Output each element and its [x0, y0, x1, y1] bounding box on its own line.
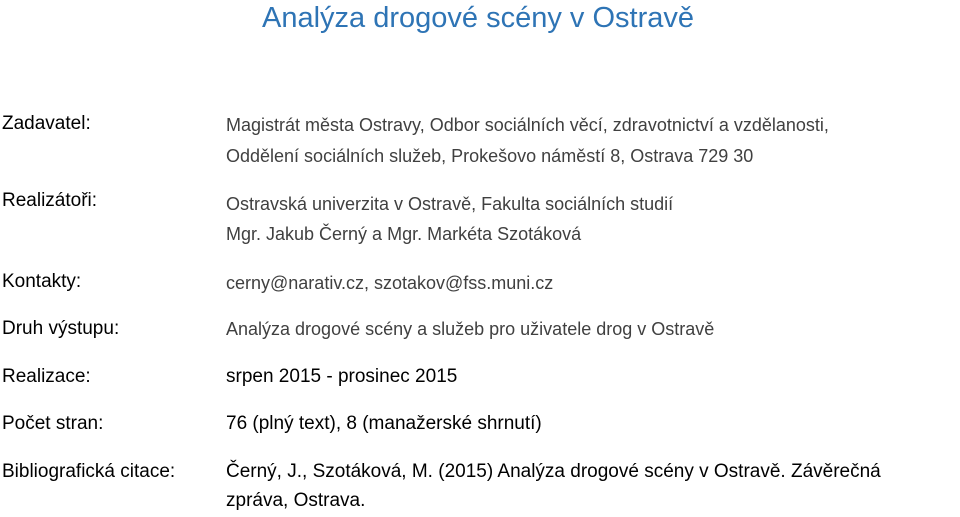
label-pocet-stran: Počet stran: — [2, 413, 104, 434]
value-realizace: srpen 2015 - prosinec 2015 — [226, 366, 458, 387]
label-zadavatel: Zadavatel: — [2, 113, 91, 134]
value-realizatori-line2: Mgr. Jakub Černý a Mgr. Markéta Szotáková — [226, 224, 582, 244]
value-realizatori-line1: Ostravská univerzita v Ostravě, Fakulta sociálních studií — [226, 194, 674, 214]
label-kontakty: Kontakty: — [2, 271, 82, 292]
value-bibliograficka-citace-line2: zpráva, Ostrava. — [226, 490, 366, 511]
value-kontakty: cerny@narativ.cz, szotakov@fss.muni.cz — [226, 273, 554, 293]
document-title: Analýza drogové scény v Ostravě — [262, 2, 694, 34]
label-druh-vystupu: Druh výstupu: — [2, 318, 120, 339]
label-realizace: Realizace: — [2, 366, 91, 387]
value-druh-vystupu: Analýza drogové scény a služeb pro uživatele drog v Ostravě — [226, 319, 715, 339]
value-bibliograficka-citace-line1: Černý, J., Szotáková, M. (2015) Analýza drogové scény v Ostravě. Závěrečná — [226, 461, 881, 482]
value-zadavatel-line2: Oddělení sociálních služeb, Prokešovo náměstí 8, Ostrava 729 30 — [226, 146, 754, 166]
label-bibliograficka-citace: Bibliografická citace: — [2, 461, 176, 482]
label-realizatori: Realizátoři: — [2, 190, 98, 211]
value-pocet-stran: 76 (plný text), 8 (manažerské shrnutí) — [226, 413, 542, 434]
value-zadavatel-line1: Magistrát města Ostravy, Odbor sociálních věcí, zdravotnictví a vzdělanosti, — [226, 115, 829, 135]
